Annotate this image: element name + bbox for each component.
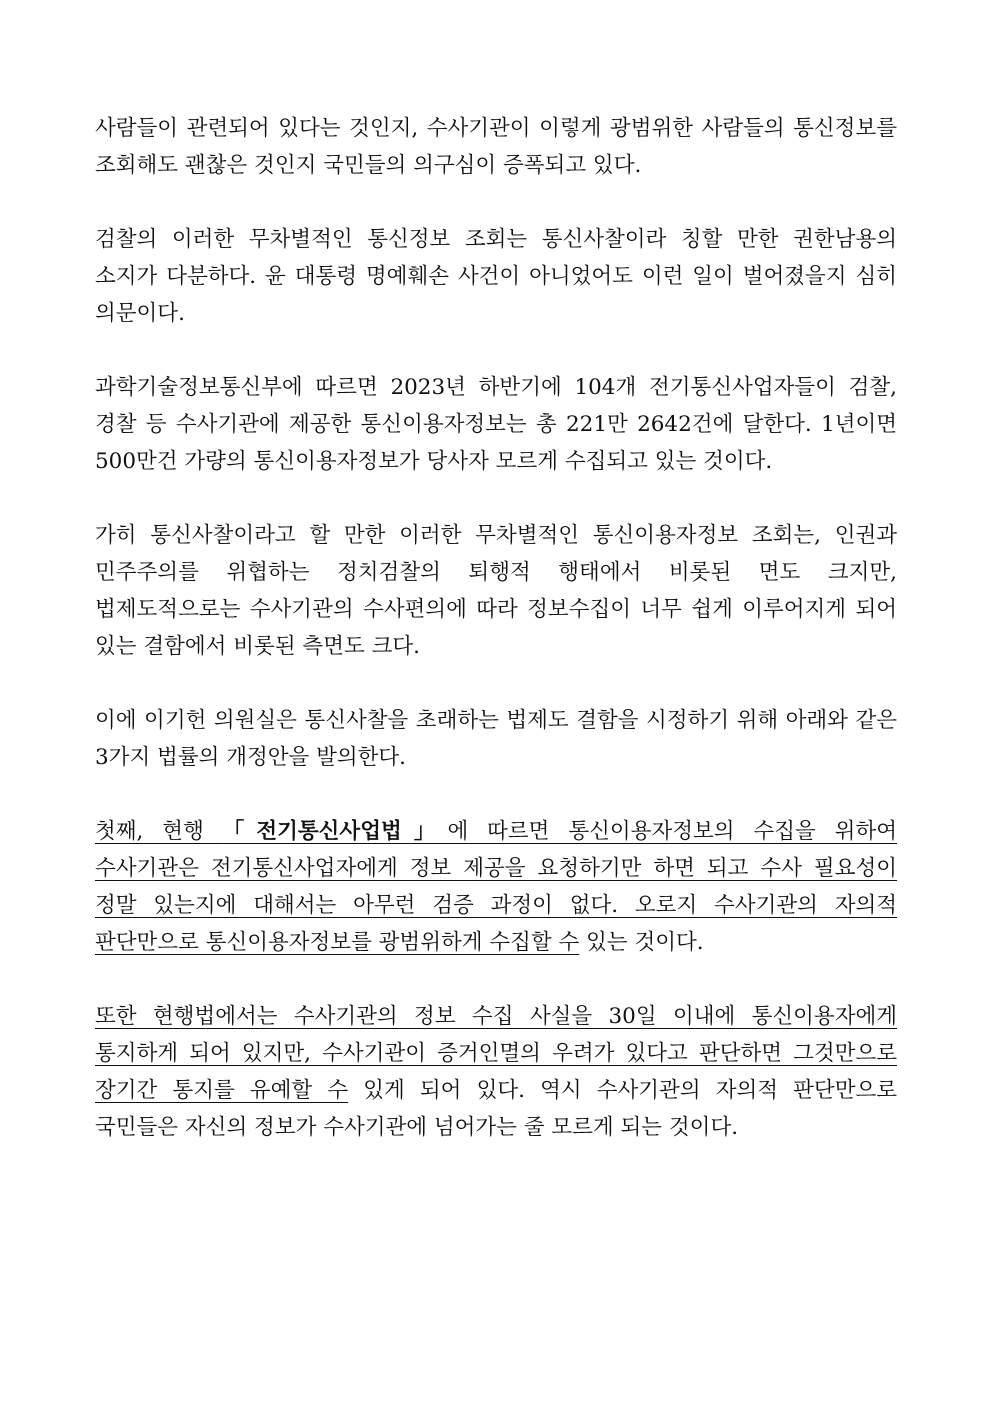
paragraph-6-lead: 첫째, 현행: [95, 819, 223, 844]
paragraph-6-underlined: 에 따르면 통신이용자정보의 수집을 위하여 수사기관은 전기통신사업자에게 정보 제공을 요청하기만 하면 되고 수사 필요성이 정말 있는지에 대해서는 아무런 검증 과정이 없다. 오로지 수사기관의 자의적 판단만으로 통신이용자정보를 광범위하게 수집할 수: [95, 819, 897, 955]
paragraph-5: 이에 이기헌 의원실은 통신사찰을 초래하는 법제도 결함을 시정하기 위해 아래와 같은 3가지 법률의 개정안을 발의한다.: [95, 708, 897, 770]
paragraph-7-underlined: 또한 현행법에서는 수사기관의 정보 수집 사실을 30일 이내에 통신이용자에게 통지하게 되어 있지만, 수사기관이 증거인멸의 우려가 있다고 판단하면 그것만으로 장기간 통지를 유예할 수: [95, 1004, 897, 1103]
paragraph-7: [95, 998, 897, 1146]
paragraph-6: [95, 813, 897, 961]
paragraph-1: 사람들이 관련되어 있다는 것인지, 수사기관이 이렇게 광범위한 사람들의 통신정보를 조회해도 괜찮은 것인지 국민들의 의구심이 증폭되고 있다.: [95, 116, 897, 178]
law-name-telecom-business-act: 「전기통신사업법」: [222, 819, 448, 844]
document-page: [95, 110, 897, 1183]
paragraph-4: 가히 통신사찰이라고 할 만한 이러한 무차별적인 통신이용자정보 조회는, 인권과 민주주의를 위협하는 정치검찰의 퇴행적 행태에서 비롯된 면도 크지만, 법제도적으로는 수사기관의 수사편의에 따라 정보수집이 너무 쉽게 이루어지게 되어 있는 결함에서 비롯된 측면도 크다.: [95, 523, 897, 659]
paragraph-6-tail: 있는 것이다.: [579, 930, 704, 955]
paragraph-3: 과학기술정보통신부에 따르면 2023년 하반기에 104개 전기통신사업자들이 검찰, 경찰 등 수사기관에 제공한 통신이용자정보는 총 221만 2642건에 달한다. 1년이면 500만건 가량의 통신이용자정보가 당사자 모르게 수집되고 있는 것이다.: [95, 375, 897, 474]
paragraph-2: 검찰의 이러한 무차별적인 통신정보 조회는 통신사찰이라 칭할 만한 권한남용의 소지가 다분하다. 윤 대통령 명예훼손 사건이 아니었어도 이런 일이 벌어졌을지 심히 의문이다.: [95, 227, 897, 326]
paragraph-7-tail: 있게 되어 있다. 역시 수사기관의 자의적 판단만으로 국민들은 자신의 정보가 수사기관에 넘어가는 줄 모르게 되는 것이다.: [95, 1078, 897, 1140]
